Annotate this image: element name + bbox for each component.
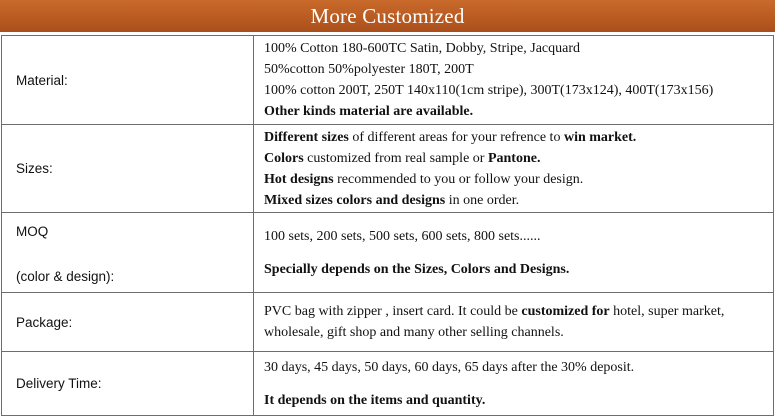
sizes-value: [254, 125, 774, 213]
sizes-text: of different areas for your refrence to: [348, 129, 564, 145]
delivery-row: [2, 352, 774, 416]
moq-label-sub: (color & design):: [16, 268, 115, 284]
material-row: [2, 36, 774, 125]
moq-quantities: 100 sets, 200 sets, 500 sets, 600 sets, 800 sets......: [264, 228, 541, 244]
section-header: [0, 0, 775, 34]
sizes-line: [264, 148, 769, 169]
material-line: 100% cotton 200T, 250T 140x110(1cm stripe), 300T(173x124), 400T(173x156): [264, 83, 714, 98]
material-line: 100% Cotton 180-600TC Satin, Dobby, Stripe, Jacquard: [264, 41, 581, 56]
sizes-line: [264, 127, 769, 148]
delivery-label: Delivery Time:: [2, 352, 254, 416]
delivery-value: [254, 352, 774, 416]
package-label: Package:: [2, 293, 254, 352]
sizes-line: [264, 190, 769, 211]
sizes-emphasis: Pantone.: [487, 150, 541, 166]
material-value: [254, 36, 774, 125]
package-line: [264, 301, 769, 322]
sizes-emphasis: win market.: [563, 129, 637, 145]
material-label: Material:: [2, 36, 254, 125]
moq-label: [2, 213, 254, 293]
material-note: Other kinds material are available.: [264, 104, 474, 119]
moq-label-title: MOQ: [16, 223, 49, 239]
package-text: hotel, super market,: [609, 304, 725, 319]
sizes-text: customized from real sample or: [303, 150, 488, 166]
package-emphasis: customized for: [521, 304, 610, 319]
delivery-line: 30 days, 45 days, 50 days, 60 days, 65 days after the 30% deposit.: [264, 359, 635, 375]
package-text: PVC bag with zipper , insert card. It could be: [264, 304, 522, 319]
material-line: 50%cotton 50%polyester 180T, 200T: [264, 62, 474, 77]
moq-note: Specially depends on the Sizes, Colors and Designs.: [264, 261, 570, 277]
sizes-text: in one order.: [445, 192, 520, 208]
package-value: [254, 293, 774, 352]
sizes-row: [2, 125, 774, 213]
sizes-text: recommended to you or follow your design.: [333, 171, 584, 187]
sizes-label: Sizes:: [2, 125, 254, 213]
sizes-line: [264, 169, 769, 190]
spec-table: [1, 35, 774, 416]
sizes-emphasis: Different sizes: [264, 129, 349, 145]
sizes-emphasis: Mixed sizes colors and designs: [264, 192, 446, 208]
delivery-note: It depends on the items and quantity.: [264, 392, 486, 408]
moq-value: [254, 213, 774, 293]
package-row: [2, 293, 774, 352]
section-title: More Customized: [310, 3, 465, 28]
moq-row: [2, 213, 774, 293]
package-line: wholesale, gift shop and many other selling channels.: [264, 325, 564, 340]
sizes-emphasis: Colors: [264, 150, 304, 166]
sizes-emphasis: Hot designs: [264, 171, 334, 187]
